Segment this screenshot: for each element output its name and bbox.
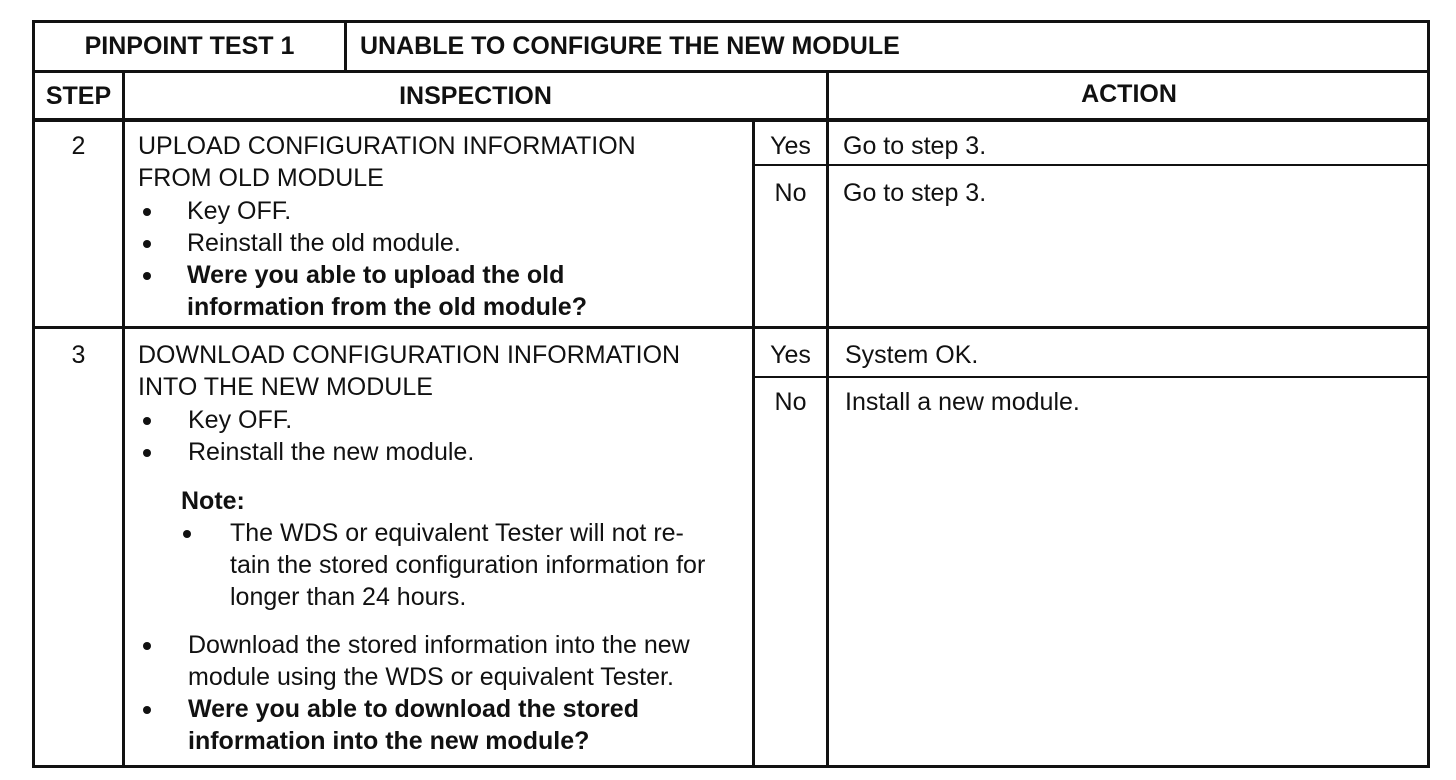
step-instruction: Key OFF.	[188, 406, 293, 434]
bullet-icon	[183, 530, 191, 538]
result-yes-label: Yes	[770, 132, 811, 160]
result-yes-action: System OK.	[845, 341, 979, 369]
step-title: DOWNLOAD CONFIGURATION INFORMATION	[138, 341, 681, 369]
result-yes-label: Yes	[770, 341, 811, 369]
divider-step3-yes-no	[754, 376, 1430, 378]
column-header-action: ACTION	[1081, 80, 1177, 108]
bullet-icon	[143, 272, 151, 280]
test-title: UNABLE TO CONFIGURE THE NEW MODULE	[360, 32, 900, 60]
result-no-label: No	[774, 388, 807, 416]
step-number: 2	[71, 132, 86, 160]
step-number: 3	[71, 341, 86, 369]
divider-column-header-row	[32, 118, 1430, 122]
step-title: UPLOAD CONFIGURATION INFORMATION	[138, 132, 636, 160]
bullet-icon	[143, 449, 151, 457]
note-text: tain the stored configuration information for	[230, 551, 706, 579]
column-header-step: STEP	[45, 82, 112, 110]
result-no-action: Go to step 3.	[843, 179, 987, 207]
bullet-icon	[143, 208, 151, 216]
bullet-icon	[143, 642, 151, 650]
step-question: Were you able to upload the old	[187, 261, 565, 289]
divider-step-2-3	[32, 326, 1430, 329]
step-instruction: Key OFF.	[187, 197, 292, 225]
note-label: Note:	[181, 487, 245, 515]
divider-step2-yes-no	[754, 164, 1430, 166]
bullet-icon	[143, 240, 151, 248]
test-id: PINPOINT TEST 1	[84, 32, 295, 60]
divider-title-cells	[344, 20, 347, 72]
step-instruction: Reinstall the new module.	[188, 438, 475, 466]
step-instruction: Reinstall the old module.	[187, 229, 461, 257]
divider-title-row	[32, 70, 1430, 73]
bullet-icon	[143, 417, 151, 425]
step-instruction: Download the stored information into the new	[188, 631, 690, 659]
divider-result-action	[826, 120, 829, 768]
bullet-icon	[143, 706, 151, 714]
note-text: longer than 24 hours.	[230, 583, 467, 611]
result-no-label: No	[774, 179, 807, 207]
step-title: INTO THE NEW MODULE	[138, 373, 433, 401]
step-instruction: module using the WDS or equivalent Tester.	[188, 663, 674, 691]
step-title: FROM OLD MODULE	[138, 164, 384, 192]
divider-inspection-result	[752, 120, 755, 768]
result-yes-action: Go to step 3.	[843, 132, 987, 160]
step-question: information into the new module?	[188, 727, 590, 755]
step-question: information from the old module?	[187, 293, 587, 321]
divider-step-column	[122, 72, 125, 768]
step-question: Were you able to download the stored	[188, 695, 639, 723]
note-text: The WDS or equivalent Tester will not re-	[230, 519, 684, 547]
result-no-action: Install a new module.	[845, 388, 1080, 416]
column-header-inspection: INSPECTION	[399, 82, 552, 110]
